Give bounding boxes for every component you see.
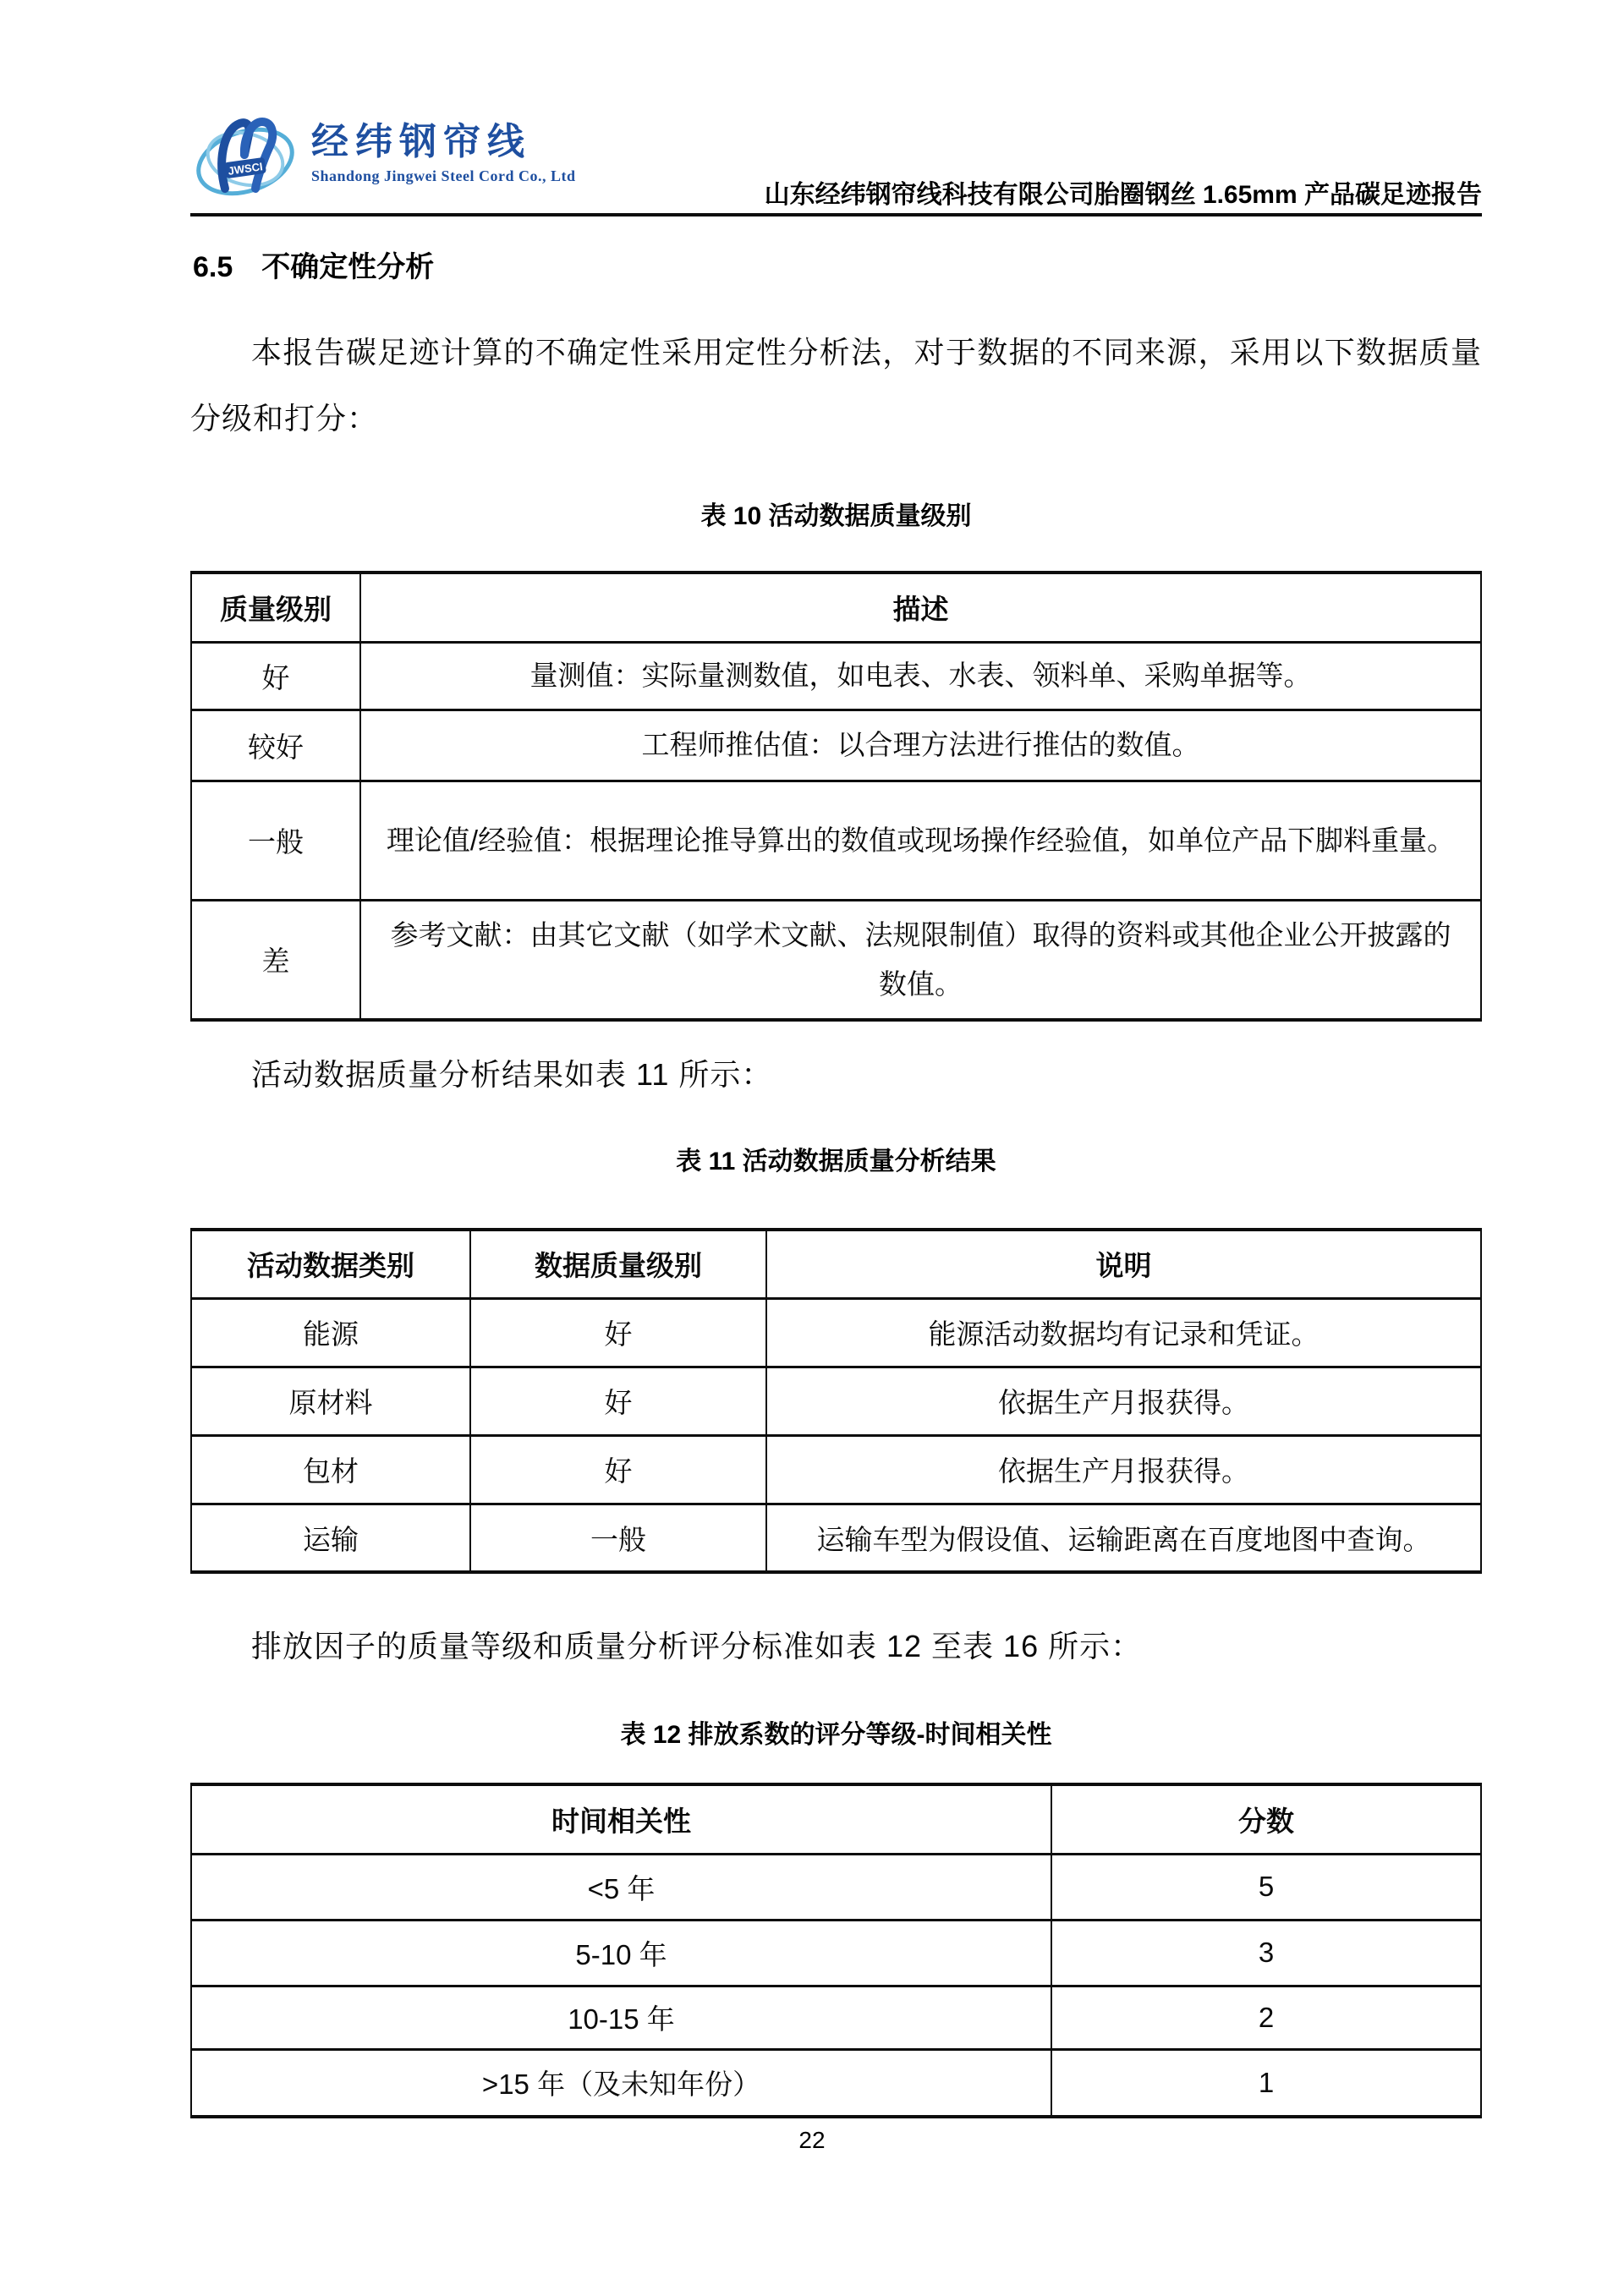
table-activity-data-quality-levels (190, 571, 1482, 1022)
table11-note-cell: 运输车型为假设值、运输距离在百度地图中查询。 (766, 1504, 1481, 1572)
table11-header-row (191, 1230, 1481, 1298)
table-emission-factor-time-relevance-scores (190, 1783, 1482, 2118)
report-header-title: 山东经纬钢帘线科技有限公司胎圈钢丝 1.65mm 产品碳足迹报告 (764, 181, 1482, 209)
table12-range-cell: 10-15 年 (191, 1986, 1051, 2049)
table10-level-cell: 好 (191, 642, 360, 710)
table-row (191, 2049, 1481, 2117)
table12-intro-paragraph: 排放因子的质量等级和质量分析评分标准如表 12 至表 16 所示： (251, 1629, 1143, 1663)
table12-score-cell: 5 (1051, 1854, 1481, 1920)
table10-desc-cell: 参考文献：由其它文献（如学术文献、法规限制值）取得的资料或其他企业公开披露的数值。 (360, 900, 1481, 1020)
page-number: 22 (798, 2127, 826, 2153)
table-row (191, 1986, 1481, 2049)
table-row (191, 1854, 1481, 1920)
table11-note-cell: 依据生产月报获得。 (766, 1367, 1481, 1435)
table10-level-cell: 差 (191, 900, 360, 1020)
table10-level-cell: 一般 (191, 781, 360, 900)
table12-header-cell: 时间相关性 (191, 1784, 1051, 1854)
table10-header-cell: 质量级别 (191, 573, 360, 642)
table10-header-row (191, 573, 1481, 642)
section-number: 6.5 (193, 251, 233, 283)
table-row (191, 1298, 1481, 1367)
table10-desc-cell: 量测值：实际量测数值，如电表、水表、领料单、采购单据等。 (360, 642, 1481, 710)
table10-caption: 表 10 活动数据质量级别 (700, 502, 972, 530)
table11-category-cell: 运输 (191, 1504, 470, 1572)
table12-score-cell: 1 (1051, 2049, 1481, 2117)
table-row (191, 1435, 1481, 1504)
table11-level-cell: 好 (470, 1298, 766, 1367)
table11-intro-paragraph: 活动数据质量分析结果如表 11 所示： (251, 1057, 773, 1092)
table10-header-cell: 描述 (360, 573, 1481, 642)
table10-desc-cell: 理论值/经验值：根据理论推导算出的数值或现场操作经验值，如单位产品下脚料重量。 (360, 781, 1481, 900)
table11-category-cell: 原材料 (191, 1367, 470, 1435)
table12-score-cell: 2 (1051, 1986, 1481, 2049)
table11-note-cell: 能源活动数据均有记录和凭证。 (766, 1298, 1481, 1367)
logo-company-name-en: Shandong Jingwei Steel Cord Co., Ltd (311, 167, 576, 185)
table12-range-cell: 5-10 年 (191, 1920, 1051, 1986)
table-row (191, 642, 1481, 710)
logo-badge-text: JWSCI (227, 160, 264, 178)
table-row (191, 1367, 1481, 1435)
table11-level-cell: 好 (470, 1435, 766, 1504)
table12-range-cell: >15 年（及未知年份） (191, 2049, 1051, 2117)
table-row (191, 1504, 1481, 1572)
table10-level-cell: 较好 (191, 710, 360, 781)
section-title: 不确定性分析 (261, 251, 435, 283)
section-heading (193, 244, 434, 285)
table11-category-cell: 能源 (191, 1298, 470, 1367)
intro-paragraph: 本报告碳足迹计算的不确定性采用定性分析法，对于数据的不同来源，采用以下数据质量分级和打分： (190, 335, 1482, 436)
table-row (191, 781, 1481, 900)
table11-header-cell: 活动数据类别 (191, 1230, 470, 1298)
table11-caption: 表 11 活动数据质量分析结果 (676, 1148, 996, 1175)
table11-level-cell: 好 (470, 1367, 766, 1435)
table-row (191, 900, 1481, 1020)
table11-level-cell: 一般 (470, 1504, 766, 1572)
table12-range-cell: <5 年 (191, 1854, 1051, 1920)
table11-header-cell: 说明 (766, 1230, 1481, 1298)
table11-category-cell: 包材 (191, 1435, 470, 1504)
table11-header-cell: 数据质量级别 (470, 1230, 766, 1298)
table10-desc-cell: 工程师推估值：以合理方法进行推估的数值。 (360, 710, 1481, 781)
table-row (191, 710, 1481, 781)
table-activity-data-quality-results (190, 1228, 1482, 1574)
logo-company-name-cn: 经纬钢帘线 (311, 121, 531, 162)
header-divider (190, 213, 1482, 216)
table11-note-cell: 依据生产月报获得。 (766, 1435, 1481, 1504)
table12-caption: 表 12 排放系数的评分等级-时间相关性 (620, 1721, 1052, 1749)
table-row (191, 1920, 1481, 1986)
table12-score-cell: 3 (1051, 1920, 1481, 1986)
table12-header-row (191, 1784, 1481, 1854)
table12-header-cell: 分数 (1051, 1784, 1481, 1854)
